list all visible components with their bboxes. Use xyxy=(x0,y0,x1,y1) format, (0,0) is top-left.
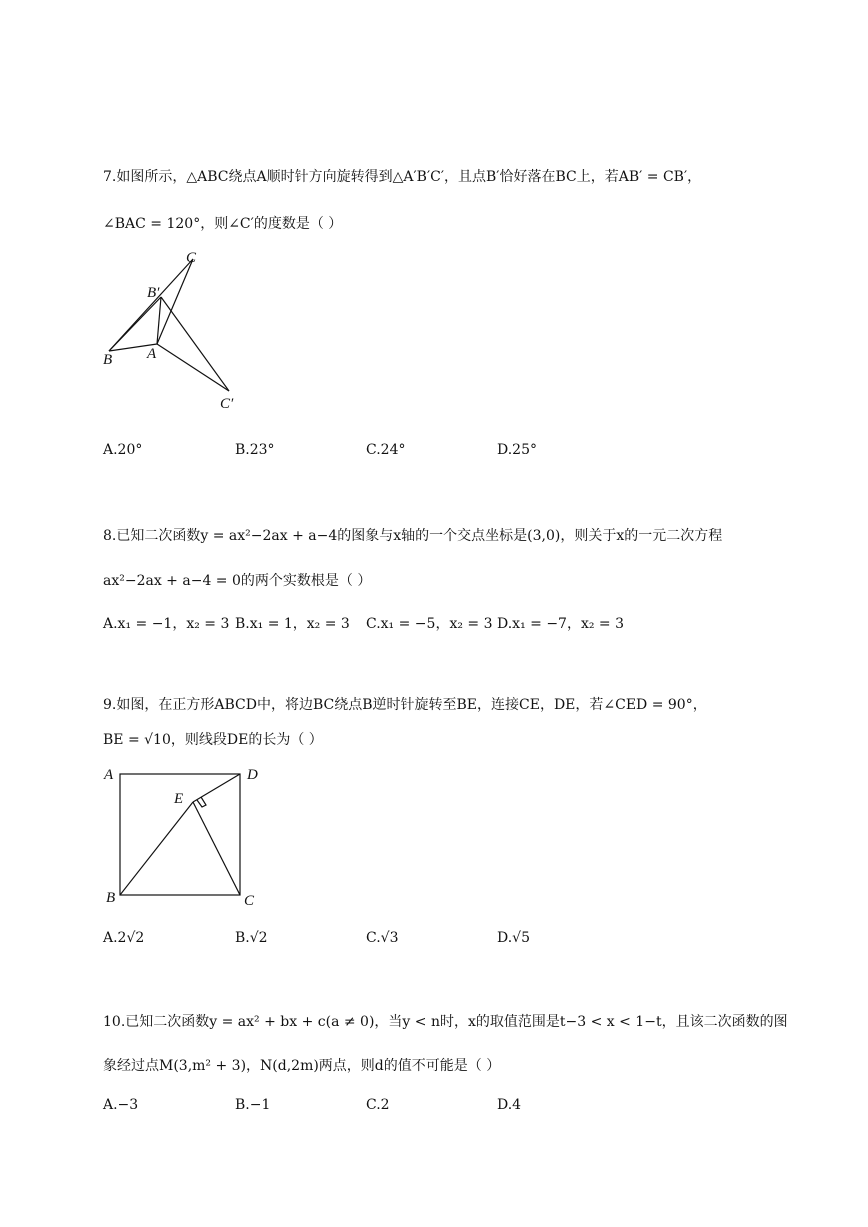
q9-seg-CE xyxy=(193,802,240,895)
q10-option-b: B.−1 xyxy=(235,1097,271,1113)
q9-label-B: B xyxy=(106,890,116,906)
q7-label-C: C xyxy=(186,250,197,266)
q10-stem-line1: 10.已知二次函数y = ax² + bx + c(a ≠ 0)，当y < n时，x的取值范围是t−3 < x < 1−t，且该二次函数的图 xyxy=(103,1014,788,1030)
q10-stem-line2: 象经过点M(3,m² + 3)，N(d,2m)两点，则d的值不可能是（ ） xyxy=(103,1058,501,1074)
q7-seg-BBp xyxy=(109,297,161,351)
q10-option-d: D.4 xyxy=(497,1097,522,1113)
q9-seg-DE xyxy=(193,774,240,802)
q8-option-c: C.x₁ = −5，x₂ = 3 xyxy=(366,616,493,632)
q9-seg-BE xyxy=(120,802,193,895)
q7-option-a: A.20° xyxy=(103,442,143,458)
q9-figure xyxy=(98,762,268,912)
q8-stem-line1: 8.已知二次函数y = ax²−2ax + a−4的图象与x轴的一个交点坐标是(3,0)，则关于x的一元二次方程 xyxy=(103,528,723,544)
q7-option-d: D.25° xyxy=(497,442,537,458)
q7-label-Cp: C′ xyxy=(220,396,234,412)
q9-stem-line2: BE = √10，则线段DE的长为（ ） xyxy=(103,732,323,748)
q9-stem-line1: 9.如图，在正方形ABCD中，将边BC绕点B逆时针旋转至BE，连接CE，DE，若∠CED = 90°， xyxy=(103,697,707,713)
q7-seg-BpCp xyxy=(161,297,229,391)
q7-label-B: B xyxy=(103,352,113,368)
q7-seg-ACp xyxy=(157,344,229,391)
q9-option-c: C.√3 xyxy=(366,930,399,946)
q10-option-c: C.2 xyxy=(366,1097,390,1113)
q9-option-a: A.2√2 xyxy=(103,930,145,946)
q9-label-C: C xyxy=(244,893,255,909)
q8-option-a: A.x₁ = −1，x₂ = 3 xyxy=(103,616,230,632)
q7-label-A: A xyxy=(147,346,157,362)
q8-option-d: D.x₁ = −7，x₂ = 3 xyxy=(497,616,624,632)
q7-seg-ApC xyxy=(157,259,193,344)
q7-option-b: B.23° xyxy=(235,442,275,458)
q9-option-b: B.√2 xyxy=(235,930,268,946)
q7-label-Bp: B′ xyxy=(147,285,160,301)
q7-stem-line2: ∠BAC = 120°，则∠C′的度数是（ ） xyxy=(103,216,343,232)
q7-stem-line1: 7.如图所示，△ABC绕点A顺时针方向旋转得到△A′B′C′，且点B′恰好落在BC上，若AB′ = CB′， xyxy=(103,169,702,185)
q9-option-d: D.√5 xyxy=(497,930,531,946)
q9-label-D: D xyxy=(247,767,258,783)
q9-label-A: A xyxy=(104,767,114,783)
q7-figure xyxy=(95,248,255,418)
q8-option-b: B.x₁ = 1，x₂ = 3 xyxy=(235,616,350,632)
q10-option-a: A.−3 xyxy=(103,1097,139,1113)
q7-option-c: C.24° xyxy=(366,442,406,458)
q8-stem-line2: ax²−2ax + a−4 = 0的两个实数根是（ ） xyxy=(103,573,372,589)
q9-label-E: E xyxy=(174,791,184,807)
